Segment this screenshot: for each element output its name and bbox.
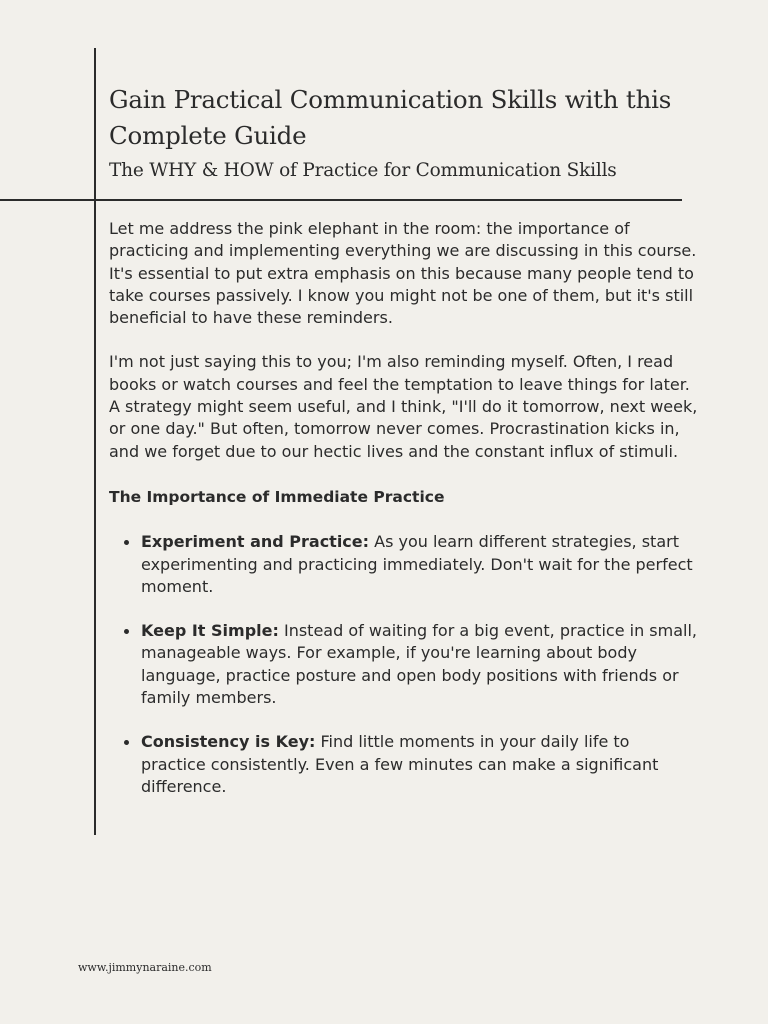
- bullet-label: Keep It Simple:: [141, 621, 279, 641]
- website-footer: www.jimmynaraine.com: [78, 961, 212, 974]
- intro-paragraph: Let me address the pink elephant in the room: the importance of practicing and implementing everything we are discussing in this course. It's essential to put extra emphasis on this because many people tend to take courses passively. I know you might not be one of them, but it's still beneficial to have these reminders.: [109, 219, 697, 328]
- bullet-text: As you learn different strategies, start experimenting and practicing immediately. Don't wait for the perfect moment.: [141, 532, 693, 596]
- page-title: Gain Practical Communication Skills with this Complete Guide: [109, 85, 672, 150]
- page-subtitle: The WHY & HOW of Practice for Communication Skills: [109, 160, 617, 181]
- list-item: [141, 531, 699, 598]
- list-item: [141, 620, 699, 709]
- section-heading: The Importance of Immediate Practice: [109, 487, 445, 506]
- practice-tips-list: [109, 531, 699, 798]
- article-body: [109, 218, 699, 820]
- bullet-text: Find little moments in your daily life to practice consistently. Even a few minutes can make a significant difference.: [141, 732, 659, 796]
- list-item: [141, 731, 699, 798]
- second-paragraph: I'm not just saying this to you; I'm also reminding myself. Often, I read books or watch courses and feel the temptation to leave things for later. A strategy might seem useful, and I think, "I'll do it tomorrow, next week, or one day." But often, tomorrow never comes. Procrastination kicks in, and we forget due to our hectic lives and the constant influx of stimuli.: [109, 352, 698, 461]
- horizontal-divider: [0, 199, 682, 201]
- bullet-text: Instead of waiting for a big event, practice in small, manageable ways. For example, if you're learning about body language, practice posture and open body positions with friends or family members.: [141, 621, 697, 708]
- bullet-label: Consistency is Key:: [141, 732, 316, 752]
- vertical-divider: [94, 48, 96, 835]
- bullet-label: Experiment and Practice:: [141, 532, 370, 552]
